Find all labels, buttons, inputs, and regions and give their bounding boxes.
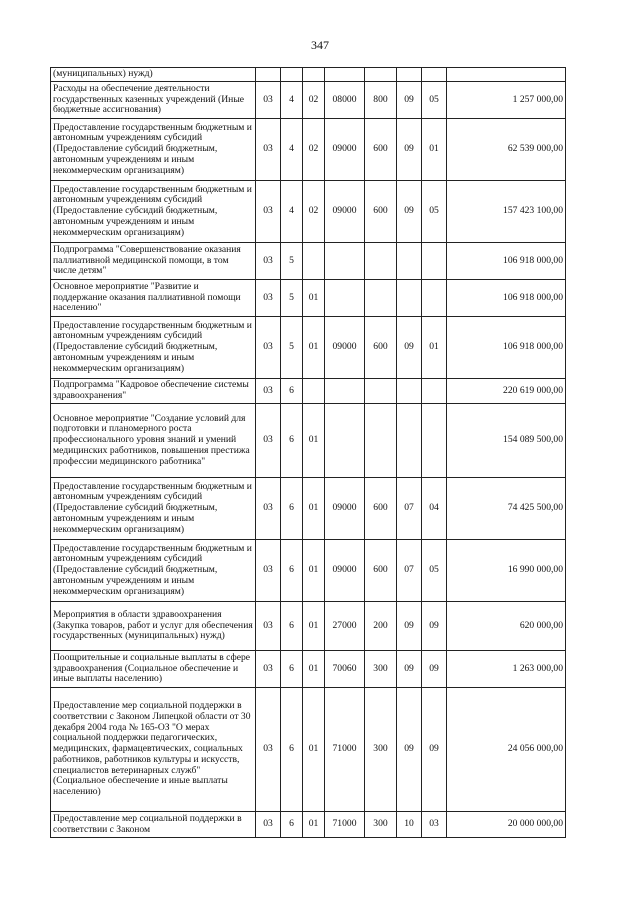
- code-cell-c3: 01: [303, 404, 325, 478]
- table-row: [51, 181, 566, 243]
- code-cell-c6: 09: [397, 651, 422, 688]
- code-cell-c2: 4: [281, 82, 303, 119]
- table-row: [51, 812, 566, 838]
- page-number: 347: [311, 38, 329, 52]
- code-cell-c3: 02: [303, 119, 325, 181]
- code-cell-c3: 01: [303, 540, 325, 602]
- code-cell-c7: [422, 379, 447, 404]
- code-cell-c3: 01: [303, 478, 325, 540]
- code-cell-c5: 600: [365, 181, 397, 243]
- code-cell-c4: 09000: [325, 317, 365, 379]
- code-cell-c4: 09000: [325, 478, 365, 540]
- code-cell-c4: 08000: [325, 82, 365, 119]
- code-cell-c5: [365, 68, 397, 82]
- code-cell-c2: 5: [281, 280, 303, 317]
- code-cell-c4: 09000: [325, 119, 365, 181]
- code-cell-c2: 5: [281, 243, 303, 280]
- code-cell-c2: 4: [281, 119, 303, 181]
- code-cell-c6: 09: [397, 82, 422, 119]
- code-cell-c4: 09000: [325, 540, 365, 602]
- code-cell-c7: 05: [422, 181, 447, 243]
- code-cell-c6: 10: [397, 812, 422, 838]
- amount-cell: 220 619 000,00: [447, 379, 566, 404]
- code-cell-c6: [397, 404, 422, 478]
- code-cell-c7: 09: [422, 688, 447, 812]
- row-name-cell: Предоставление мер социальной поддержки в соответствии с Законом Липецкой области от 30 декабря 2004 года № 165-ОЗ "О мерах социальной поддержки педагогических, медицинских, фармацевтических, социальных работников, работников культуры и искусств, специалистов ветеринарных служб" (Социальное обеспечение и иные выплаты населению): [51, 688, 256, 812]
- row-name-cell: Подпрограмма "Кадровое обеспечение системы здравоохранения": [51, 379, 256, 404]
- row-name-cell: Подпрограмма "Совершенствование оказания паллиативной медицинской помощи, в том числе детям": [51, 243, 256, 280]
- table-row: [51, 317, 566, 379]
- amount-cell: 62 539 000,00: [447, 119, 566, 181]
- row-name-cell: Предоставление мер социальной поддержки в соответствии с Законом: [51, 812, 256, 838]
- code-cell-c6: 09: [397, 317, 422, 379]
- code-cell-c1: 03: [256, 243, 281, 280]
- code-cell-c2: 6: [281, 379, 303, 404]
- code-cell-c4: [325, 404, 365, 478]
- code-cell-c7: 09: [422, 602, 447, 651]
- table-row: [51, 119, 566, 181]
- code-cell-c5: 600: [365, 478, 397, 540]
- code-cell-c6: 09: [397, 602, 422, 651]
- code-cell-c4: 70060: [325, 651, 365, 688]
- code-cell-c5: [365, 404, 397, 478]
- code-cell-c4: 71000: [325, 688, 365, 812]
- code-cell-c3: [303, 68, 325, 82]
- code-cell-c2: 6: [281, 404, 303, 478]
- code-cell-c6: 09: [397, 119, 422, 181]
- amount-cell: 157 423 100,00: [447, 181, 566, 243]
- code-cell-c5: 600: [365, 317, 397, 379]
- amount-cell: 16 990 000,00: [447, 540, 566, 602]
- row-name-cell: Основное мероприятие "Развитие и поддержание оказания паллиативной помощи населению": [51, 280, 256, 317]
- code-cell-c7: 03: [422, 812, 447, 838]
- code-cell-c5: 200: [365, 602, 397, 651]
- code-cell-c1: 03: [256, 119, 281, 181]
- code-cell-c1: 03: [256, 317, 281, 379]
- code-cell-c7: [422, 68, 447, 82]
- code-cell-c1: 03: [256, 404, 281, 478]
- code-cell-c3: 01: [303, 280, 325, 317]
- code-cell-c4: [325, 280, 365, 317]
- code-cell-c6: [397, 280, 422, 317]
- code-cell-c7: [422, 280, 447, 317]
- code-cell-c5: [365, 280, 397, 317]
- code-cell-c5: 600: [365, 119, 397, 181]
- code-cell-c6: [397, 379, 422, 404]
- code-cell-c4: [325, 68, 365, 82]
- code-cell-c3: 01: [303, 812, 325, 838]
- row-name-cell: Расходы на обеспечение деятельности государственных казенных учреждений (Иные бюджетные ассигнования): [51, 82, 256, 119]
- table-row: [51, 82, 566, 119]
- table-row: [51, 404, 566, 478]
- amount-cell: 106 918 000,00: [447, 317, 566, 379]
- code-cell-c1: 03: [256, 181, 281, 243]
- code-cell-c7: 09: [422, 651, 447, 688]
- row-name-cell: Предоставление государственным бюджетным и автономным учреждениям субсидий (Предоставление субсидий бюджетным, автономным учреждениям и иным некоммерческим организациям): [51, 317, 256, 379]
- code-cell-c5: 800: [365, 82, 397, 119]
- code-cell-c5: 300: [365, 651, 397, 688]
- table-row: [51, 540, 566, 602]
- code-cell-c6: 09: [397, 181, 422, 243]
- table-body: [51, 68, 566, 838]
- amount-cell: 20 000 000,00: [447, 812, 566, 838]
- code-cell-c1: 03: [256, 280, 281, 317]
- amount-cell: 1 263 000,00: [447, 651, 566, 688]
- budget-table: [50, 67, 566, 838]
- amount-cell: [447, 68, 566, 82]
- code-cell-c2: 6: [281, 478, 303, 540]
- row-name-cell: Основное мероприятие "Создание условий для подготовки и планомерного роста профессионального уровня знаний и умений медицинских работников, повышения престижа профессии медицинского работника": [51, 404, 256, 478]
- amount-cell: 106 918 000,00: [447, 243, 566, 280]
- code-cell-c6: 07: [397, 540, 422, 602]
- code-cell-c3: [303, 379, 325, 404]
- code-cell-c7: 05: [422, 540, 447, 602]
- row-name-cell: Предоставление государственным бюджетным и автономным учреждениям субсидий (Предоставление субсидий бюджетным, автономным учреждениям и иным некоммерческим организациям): [51, 540, 256, 602]
- code-cell-c1: [256, 68, 281, 82]
- code-cell-c6: [397, 243, 422, 280]
- code-cell-c7: [422, 404, 447, 478]
- table-row: [51, 651, 566, 688]
- code-cell-c3: 01: [303, 317, 325, 379]
- code-cell-c3: 01: [303, 602, 325, 651]
- code-cell-c7: 01: [422, 317, 447, 379]
- code-cell-c1: 03: [256, 82, 281, 119]
- table-row: [51, 602, 566, 651]
- code-cell-c2: 6: [281, 602, 303, 651]
- code-cell-c6: 09: [397, 688, 422, 812]
- code-cell-c1: 03: [256, 602, 281, 651]
- table-row: [51, 280, 566, 317]
- code-cell-c1: 03: [256, 379, 281, 404]
- code-cell-c5: [365, 243, 397, 280]
- code-cell-c6: [397, 68, 422, 82]
- code-cell-c3: 01: [303, 688, 325, 812]
- code-cell-c2: 6: [281, 812, 303, 838]
- amount-cell: 106 918 000,00: [447, 280, 566, 317]
- row-name-cell: Предоставление государственным бюджетным и автономным учреждениям субсидий (Предоставление субсидий бюджетным, автономным учреждениям и иным некоммерческим организациям): [51, 119, 256, 181]
- code-cell-c2: [281, 68, 303, 82]
- table-row: [51, 379, 566, 404]
- code-cell-c4: 27000: [325, 602, 365, 651]
- code-cell-c1: 03: [256, 540, 281, 602]
- code-cell-c7: 05: [422, 82, 447, 119]
- code-cell-c2: 6: [281, 688, 303, 812]
- code-cell-c7: [422, 243, 447, 280]
- code-cell-c6: 07: [397, 478, 422, 540]
- code-cell-c5: 300: [365, 688, 397, 812]
- amount-cell: 1 257 000,00: [447, 82, 566, 119]
- table-row: [51, 68, 566, 82]
- table-row: [51, 688, 566, 812]
- amount-cell: 74 425 500,00: [447, 478, 566, 540]
- row-name-cell: Предоставление государственным бюджетным и автономным учреждениям субсидий (Предоставление субсидий бюджетным, автономным учреждениям и иным некоммерческим организациям): [51, 181, 256, 243]
- table-row: [51, 243, 566, 280]
- amount-cell: 154 089 500,00: [447, 404, 566, 478]
- code-cell-c1: 03: [256, 478, 281, 540]
- code-cell-c7: 04: [422, 478, 447, 540]
- code-cell-c4: 09000: [325, 181, 365, 243]
- code-cell-c3: [303, 243, 325, 280]
- code-cell-c1: 03: [256, 812, 281, 838]
- row-name-cell: Предоставление государственным бюджетным и автономным учреждениям субсидий (Предоставление субсидий бюджетным, автономным учреждениям и иным некоммерческим организациям): [51, 478, 256, 540]
- amount-cell: 620 000,00: [447, 602, 566, 651]
- row-name-cell: Поощрительные и социальные выплаты в сфере здравоохранения (Социальное обеспечение и иные выплаты населению): [51, 651, 256, 688]
- code-cell-c2: 4: [281, 181, 303, 243]
- code-cell-c5: [365, 379, 397, 404]
- code-cell-c3: 01: [303, 651, 325, 688]
- code-cell-c4: [325, 379, 365, 404]
- code-cell-c2: 6: [281, 540, 303, 602]
- code-cell-c2: 6: [281, 651, 303, 688]
- code-cell-c4: 71000: [325, 812, 365, 838]
- code-cell-c1: 03: [256, 688, 281, 812]
- code-cell-c4: [325, 243, 365, 280]
- code-cell-c2: 5: [281, 317, 303, 379]
- code-cell-c5: 300: [365, 812, 397, 838]
- code-cell-c3: 02: [303, 181, 325, 243]
- code-cell-c5: 600: [365, 540, 397, 602]
- code-cell-c3: 02: [303, 82, 325, 119]
- row-name-cell: Мероприятия в области здравоохранения (Закупка товаров, работ и услуг для обеспечения государственных (муниципальных) нужд): [51, 602, 256, 651]
- table-row: [51, 478, 566, 540]
- row-name-cell: (муниципальных) нужд): [51, 68, 256, 82]
- code-cell-c7: 01: [422, 119, 447, 181]
- amount-cell: 24 056 000,00: [447, 688, 566, 812]
- code-cell-c1: 03: [256, 651, 281, 688]
